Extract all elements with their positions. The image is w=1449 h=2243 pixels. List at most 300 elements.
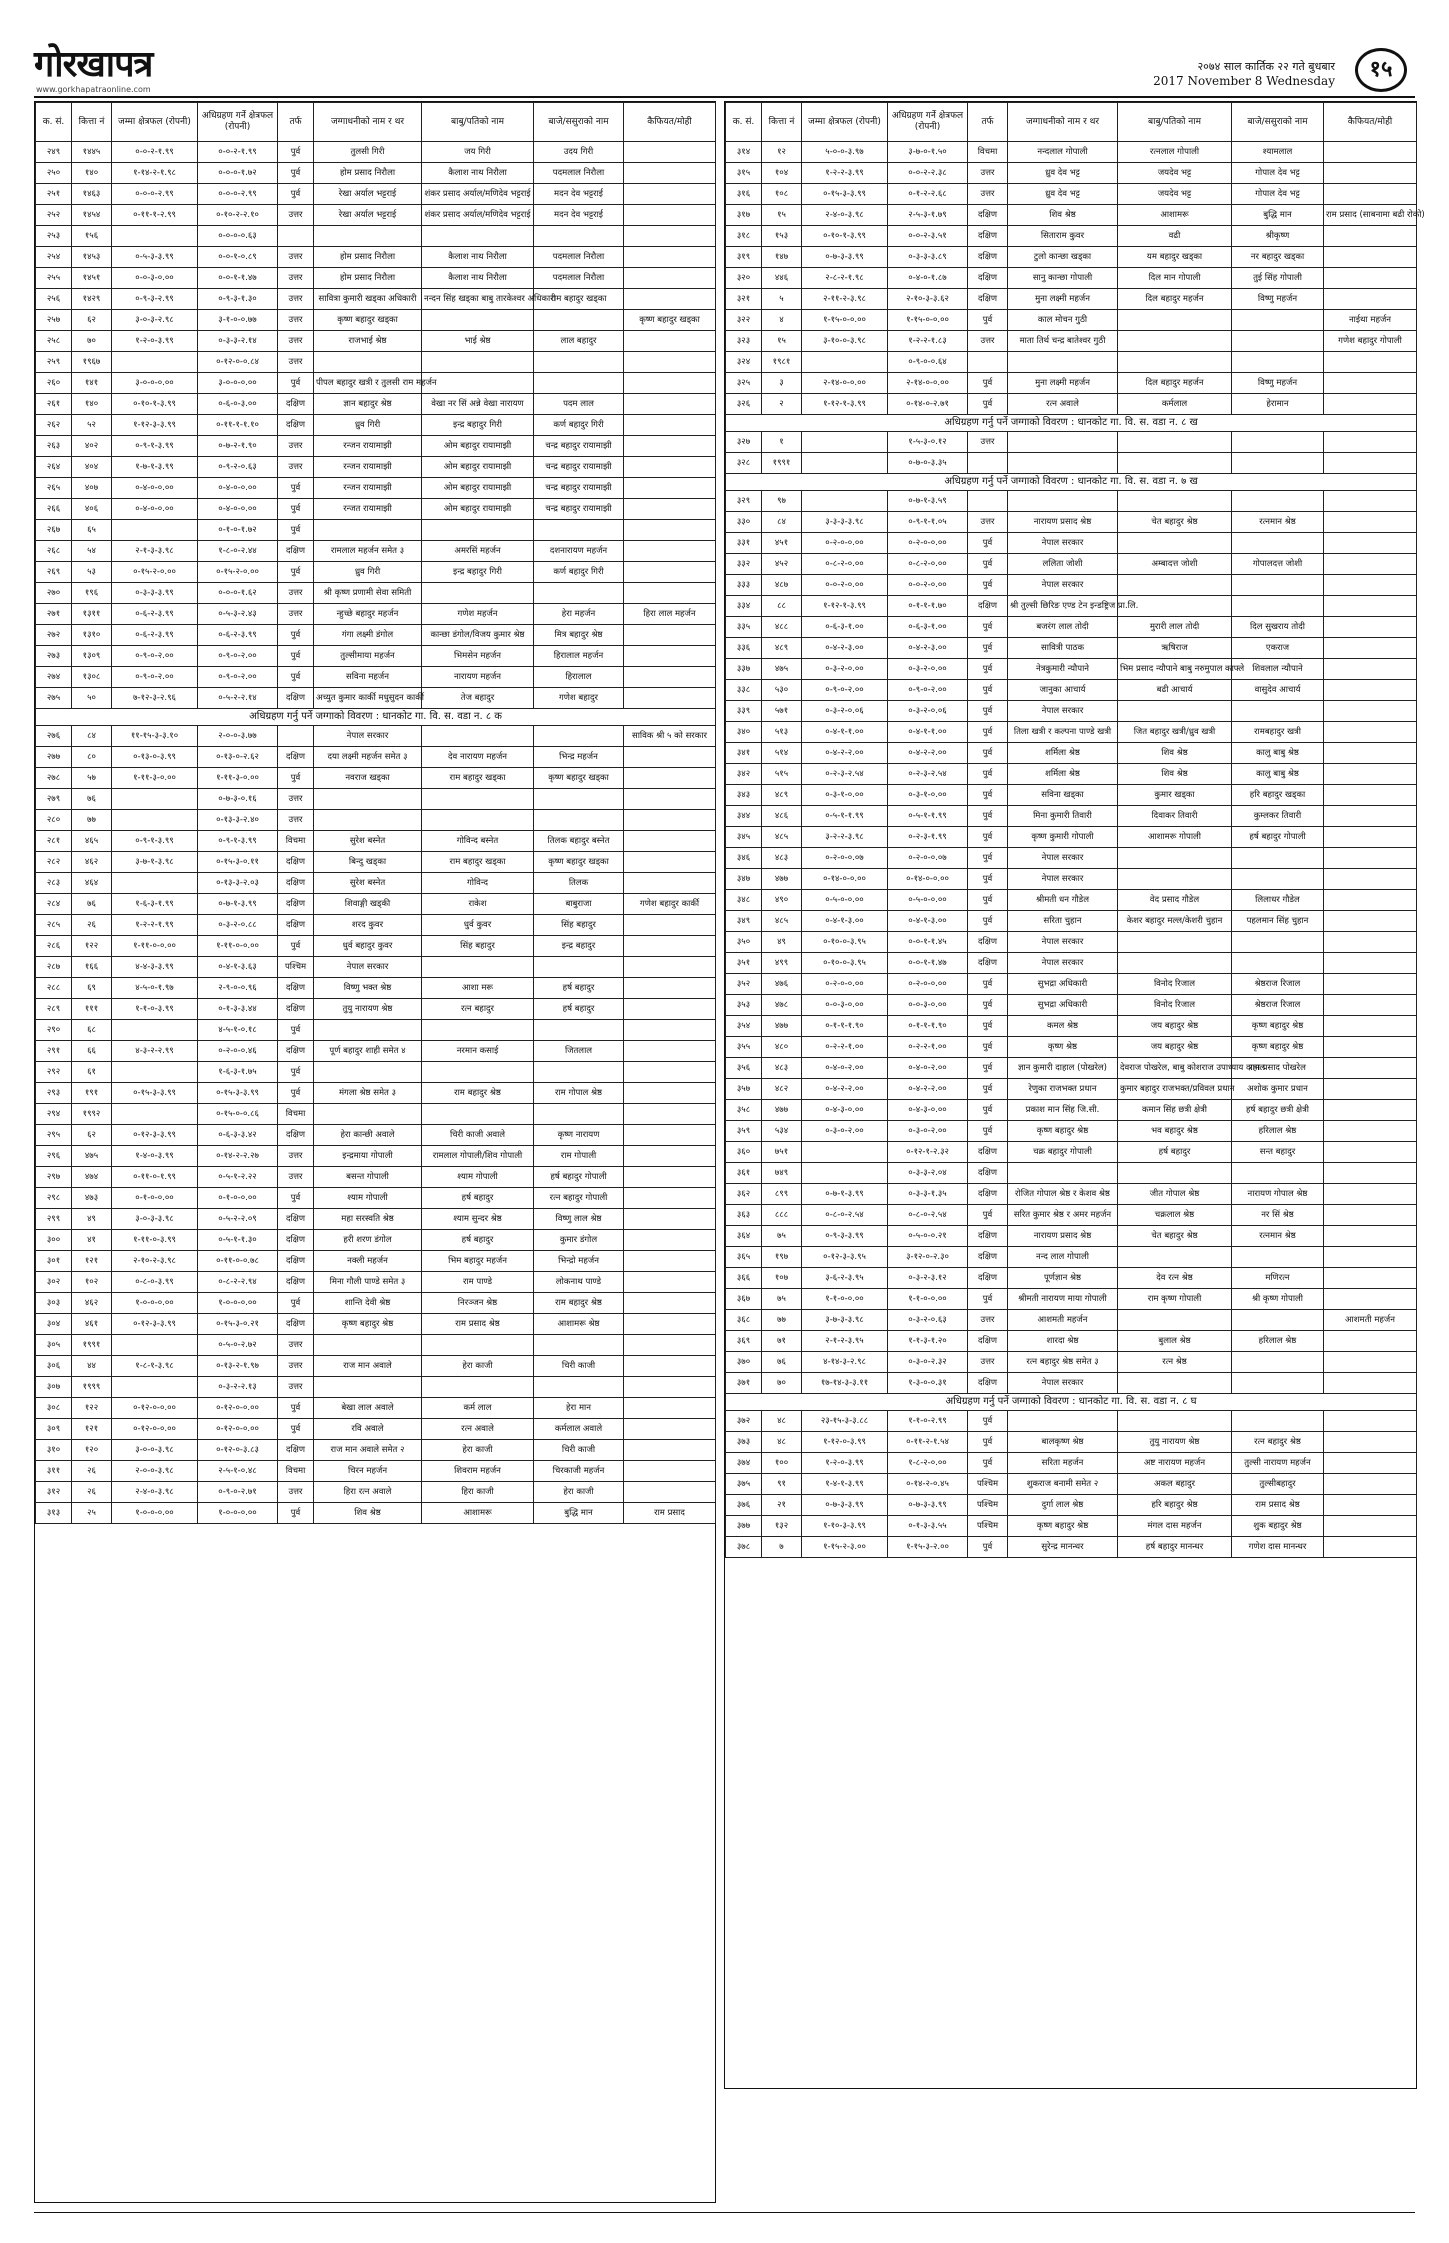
owner-name-cell: तुयु नारायण श्रेष्ठ bbox=[314, 999, 422, 1020]
owner-name-cell: जानुका आचार्य bbox=[1008, 680, 1118, 701]
father-name-cell: कैलाश नाथ निरौला bbox=[422, 247, 534, 268]
remarks-cell bbox=[1324, 352, 1417, 373]
owner-name-cell: ललिता जोशी bbox=[1008, 554, 1118, 575]
father-name-cell bbox=[1118, 869, 1232, 890]
acquired-area-cell: ०-४-२-२.०० bbox=[888, 743, 968, 764]
table-row bbox=[36, 1083, 716, 1104]
total-area-cell bbox=[112, 1377, 198, 1398]
grandfather-name-cell: श्यामलाल bbox=[1232, 142, 1324, 163]
direction-cell: पुर्व bbox=[278, 373, 314, 394]
grandfather-name-cell bbox=[534, 373, 624, 394]
acquired-area-cell: ०-५-१-२.२२ bbox=[198, 1167, 278, 1188]
direction-cell: पुर्व bbox=[968, 1079, 1008, 1100]
grandfather-name-cell: गोपाल देव भट्ट bbox=[1232, 163, 1324, 184]
acquired-area-cell: ०-०-२-१.९९ bbox=[198, 142, 278, 163]
acquired-area-cell: ०-३-०-२.३२ bbox=[888, 1352, 968, 1373]
serial-cell: ३११ bbox=[36, 1461, 72, 1482]
remarks-cell bbox=[624, 352, 716, 373]
owner-name-cell: कृष्ण श्रेष्ठ bbox=[1008, 1037, 1118, 1058]
plot-no-cell: ४०२ bbox=[72, 436, 112, 457]
remarks-cell bbox=[1324, 953, 1417, 974]
father-name-cell: भिम बहादुर महर्जन bbox=[422, 1251, 534, 1272]
direction-cell: दक्षिण bbox=[968, 953, 1008, 974]
owner-name-cell: शुकराज बनामी समेत २ bbox=[1008, 1474, 1118, 1495]
remarks-cell bbox=[624, 331, 716, 352]
plot-no-cell: ४९९ bbox=[762, 953, 802, 974]
table-row bbox=[726, 680, 1417, 701]
direction-cell: दक्षिण bbox=[278, 747, 314, 768]
table-row bbox=[36, 894, 716, 915]
table-row bbox=[36, 436, 716, 457]
table-row bbox=[36, 289, 716, 310]
owner-name-cell: नेपाल सरकार bbox=[314, 957, 422, 978]
father-name-cell bbox=[422, 957, 534, 978]
total-area-cell: ४-५-०-१.९७ bbox=[112, 978, 198, 999]
plot-no-cell: ४८९ bbox=[762, 638, 802, 659]
acquired-area-cell: ०-९-०-०.६४ bbox=[888, 352, 968, 373]
direction-cell: पश्चिम bbox=[968, 1474, 1008, 1495]
remarks-cell bbox=[1324, 722, 1417, 743]
remarks-cell bbox=[1324, 1226, 1417, 1247]
owner-name-cell: सुरेश बस्नेत bbox=[314, 873, 422, 894]
father-name-cell: बुलाल श्रेष्ठ bbox=[1118, 1331, 1232, 1352]
remarks-cell bbox=[1324, 1205, 1417, 1226]
owner-name-cell bbox=[314, 810, 422, 831]
serial-cell: २५४ bbox=[36, 247, 72, 268]
total-area-cell bbox=[112, 789, 198, 810]
total-area-cell: ०-१५-२-०.०० bbox=[112, 562, 198, 583]
acquired-area-cell: ०-३-०-२.०० bbox=[888, 1121, 968, 1142]
remarks-cell bbox=[624, 1461, 716, 1482]
remarks-cell bbox=[624, 268, 716, 289]
total-area-cell: ४-४-३-३.९९ bbox=[112, 957, 198, 978]
owner-name-cell: रन्जन रायामाझी bbox=[314, 457, 422, 478]
plot-no-cell: ६५ bbox=[72, 520, 112, 541]
right-column bbox=[724, 101, 1425, 2089]
direction-cell: पुर्व bbox=[968, 1016, 1008, 1037]
acquired-area-cell: ०-७-०-३.३५ bbox=[888, 453, 968, 474]
direction-cell: पुर्व bbox=[968, 1100, 1008, 1121]
father-name-cell: धुर्व कुवर bbox=[422, 915, 534, 936]
owner-name-cell: नारायण प्रसाद श्रेष्ठ bbox=[1008, 1226, 1118, 1247]
grandfather-name-cell: कृष्ण बहादुर श्रेष्ठ bbox=[1232, 1037, 1324, 1058]
serial-cell: २६५ bbox=[36, 478, 72, 499]
grandfather-name-cell: चन्द्र बहादुर रायामाझी bbox=[534, 457, 624, 478]
grandfather-name-cell: राम गोपाली bbox=[534, 1146, 624, 1167]
total-area-cell: ०-०-२-०.०० bbox=[802, 575, 888, 596]
table-row bbox=[36, 310, 716, 331]
grandfather-name-cell: भिन्द्रो महर्जन bbox=[534, 1251, 624, 1272]
table-row bbox=[726, 1289, 1417, 1310]
total-area-cell: १-१-०-३.९९ bbox=[112, 999, 198, 1020]
grandfather-name-cell: मणिरत्न bbox=[1232, 1268, 1324, 1289]
father-name-cell: हर्ष बहादुर bbox=[422, 1230, 534, 1251]
owner-name-cell: पूर्णज्ञान श्रेष्ठ bbox=[1008, 1268, 1118, 1289]
direction-cell: दक्षिण bbox=[278, 894, 314, 915]
owner-name-cell: बेखा लाल अवाले bbox=[314, 1398, 422, 1419]
direction-cell: पुर्व bbox=[968, 680, 1008, 701]
acquired-area-cell: ०-५-०-०.२१ bbox=[888, 1226, 968, 1247]
acquired-area-cell: ०-१५-३-०.२१ bbox=[198, 1314, 278, 1335]
father-name-cell: देवराज पोखरेल, बाबु कोशराज उपाध्याय दाहाल bbox=[1118, 1058, 1232, 1079]
table-row bbox=[36, 1419, 716, 1440]
acquired-area-cell: २-०-०-३.७७ bbox=[198, 726, 278, 747]
grandfather-name-cell: उदय गिरी bbox=[534, 142, 624, 163]
father-name-cell: हर्ष बहादुर मानन्धर bbox=[1118, 1537, 1232, 1558]
table-row bbox=[36, 999, 716, 1020]
plot-no-cell: १४५३ bbox=[72, 247, 112, 268]
acquired-area-cell: ०-८-०-२.५४ bbox=[888, 1205, 968, 1226]
serial-cell: ३२२ bbox=[726, 310, 762, 331]
table-row bbox=[36, 852, 716, 873]
father-name-cell: शंकर प्रसाद अर्याल/मणिदेव भट्टराई bbox=[422, 205, 534, 226]
remarks-cell bbox=[1324, 142, 1417, 163]
table-row bbox=[726, 533, 1417, 554]
owner-name-cell: बिन्दु खड्का bbox=[314, 852, 422, 873]
grandfather-name-cell bbox=[1232, 310, 1324, 331]
plot-no-cell: ४०६ bbox=[72, 499, 112, 520]
plot-no-cell: ५० bbox=[72, 688, 112, 709]
acquired-area-cell: ०-४-२-२.०० bbox=[888, 1079, 968, 1100]
grandfather-name-cell: रत्न बहादुर गोपाली bbox=[534, 1188, 624, 1209]
serial-cell: २७५ bbox=[36, 688, 72, 709]
direction-cell: दक्षिण bbox=[278, 873, 314, 894]
total-area-cell: ०-६-३-१.०० bbox=[802, 617, 888, 638]
total-area-cell: २-०-०-३.९८ bbox=[112, 1461, 198, 1482]
serial-cell: ३२४ bbox=[726, 352, 762, 373]
total-area-cell: ०-४-०-०.०० bbox=[112, 478, 198, 499]
serial-cell: २४९ bbox=[36, 142, 72, 163]
grandfather-name-cell bbox=[1232, 1310, 1324, 1331]
table-row bbox=[726, 1121, 1417, 1142]
grandfather-name-cell bbox=[1232, 1373, 1324, 1394]
total-area-cell: ०-५-०-०.०० bbox=[802, 890, 888, 911]
plot-no-cell: १५ bbox=[762, 331, 802, 352]
total-area-cell: ०-२-०-०.०० bbox=[802, 974, 888, 995]
serial-cell: ३०९ bbox=[36, 1419, 72, 1440]
column-header: क. सं. bbox=[36, 103, 72, 142]
total-area-cell: ०-१२-०-०.०० bbox=[112, 1398, 198, 1419]
owner-name-cell: सिताराम कुवर bbox=[1008, 226, 1118, 247]
serial-cell: २६२ bbox=[36, 415, 72, 436]
serial-cell: ३६५ bbox=[726, 1247, 762, 1268]
owner-name-cell: काल मोचन गुठी bbox=[1008, 310, 1118, 331]
remarks-cell bbox=[624, 957, 716, 978]
grandfather-name-cell: चिरी काजी bbox=[534, 1356, 624, 1377]
grandfather-name-cell bbox=[1232, 932, 1324, 953]
serial-cell: ३६८ bbox=[726, 1310, 762, 1331]
acquired-area-cell: १-०-०-०.०० bbox=[198, 1293, 278, 1314]
father-name-cell bbox=[1118, 575, 1232, 596]
remarks-cell bbox=[624, 1482, 716, 1503]
column-header: बाजे/ससुराको नाम bbox=[534, 103, 624, 142]
remarks-cell bbox=[624, 688, 716, 709]
acquired-area-cell: ०-९-०-२.०० bbox=[198, 646, 278, 667]
table-row bbox=[726, 995, 1417, 1016]
serial-cell: २८१ bbox=[36, 831, 72, 852]
direction-cell: दक्षिण bbox=[968, 268, 1008, 289]
remarks-cell bbox=[624, 415, 716, 436]
direction-cell: दक्षिण bbox=[968, 1226, 1008, 1247]
acquired-area-cell: ०-७-३-०.१६ bbox=[198, 789, 278, 810]
remarks-cell bbox=[1324, 1411, 1417, 1432]
remarks-cell bbox=[1324, 659, 1417, 680]
grandfather-name-cell bbox=[1232, 491, 1324, 512]
total-area-cell: १-७-१-३.९९ bbox=[112, 457, 198, 478]
remarks-cell bbox=[624, 1230, 716, 1251]
acquired-area-cell: १-१५-०-०.०० bbox=[888, 310, 968, 331]
direction-cell: उत्तर bbox=[278, 310, 314, 331]
total-area-cell bbox=[112, 873, 198, 894]
grandfather-name-cell: लोकनाथ पाण्डे bbox=[534, 1272, 624, 1293]
table-row bbox=[726, 848, 1417, 869]
acquired-area-cell: १-५-३-०.१२ bbox=[888, 432, 968, 453]
masthead bbox=[34, 44, 1415, 94]
serial-cell: ३३२ bbox=[726, 554, 762, 575]
remarks-cell bbox=[1324, 680, 1417, 701]
owner-name-cell: चिरन महर्जन bbox=[314, 1461, 422, 1482]
table-row bbox=[36, 1482, 716, 1503]
grandfather-name-cell: हर्ष बहादुर bbox=[534, 999, 624, 1020]
plot-no-cell: ८९९ bbox=[762, 1184, 802, 1205]
serial-cell: ३३९ bbox=[726, 701, 762, 722]
owner-name-cell: शिव श्रेष्ठ bbox=[314, 1503, 422, 1524]
grandfather-name-cell: हिरालाल महर्जन bbox=[534, 646, 624, 667]
grandfather-name-cell: श्रेष्ठराज रिजाल bbox=[1232, 974, 1324, 995]
direction-cell: उत्तर bbox=[278, 1146, 314, 1167]
grandfather-name-cell: श्री कृष्ण गोपाली bbox=[1232, 1289, 1324, 1310]
serial-cell: २६१ bbox=[36, 394, 72, 415]
remarks-cell bbox=[1324, 268, 1417, 289]
acquired-area-cell: १-११-०-०.०० bbox=[198, 936, 278, 957]
acquired-area-cell: १-०-०-०.०० bbox=[198, 1503, 278, 1524]
acquired-area-cell: १-३-०-०.३१ bbox=[888, 1373, 968, 1394]
owner-name-cell bbox=[314, 1335, 422, 1356]
father-name-cell: दिल बहादुर महर्जन bbox=[1118, 373, 1232, 394]
father-name-cell: शिव श्रेष्ठ bbox=[1118, 764, 1232, 785]
table-row bbox=[726, 890, 1417, 911]
remarks-cell bbox=[624, 1251, 716, 1272]
direction-cell: पुर्व bbox=[968, 1289, 1008, 1310]
father-name-cell: कर्म लाल bbox=[422, 1398, 534, 1419]
direction-cell: पुर्व bbox=[968, 911, 1008, 932]
owner-name-cell: मिना गौली पाण्डे समेत ३ bbox=[314, 1272, 422, 1293]
serial-cell: ३३४ bbox=[726, 596, 762, 617]
total-area-cell: २-१-२-३.९५ bbox=[802, 1331, 888, 1352]
remarks-cell bbox=[624, 1041, 716, 1062]
remarks-cell bbox=[624, 646, 716, 667]
grandfather-name-cell: विष्णु महर्जन bbox=[1232, 289, 1324, 310]
grandfather-name-cell: कृष्ण बहादुर श्रेष्ठ bbox=[1232, 1016, 1324, 1037]
remarks-cell bbox=[1324, 226, 1417, 247]
total-area-cell: ०-७-३-३.९९ bbox=[802, 1495, 888, 1516]
plot-no-cell: ४६१ bbox=[72, 1314, 112, 1335]
table-row bbox=[36, 1440, 716, 1461]
grandfather-name-cell bbox=[534, 352, 624, 373]
table-row bbox=[36, 520, 716, 541]
direction-cell: पुर्व bbox=[278, 936, 314, 957]
father-name-cell: हर्ष बहादुर bbox=[1118, 1142, 1232, 1163]
owner-name-cell: ध्रुव देव भट्ट bbox=[1008, 184, 1118, 205]
owner-name-cell: राज मान अवाले bbox=[314, 1356, 422, 1377]
grandfather-name-cell: गोपालदत्त जोशी bbox=[1232, 554, 1324, 575]
grandfather-name-cell: मदन देव भट्टराई bbox=[534, 184, 624, 205]
direction-cell: पुर्व bbox=[968, 1432, 1008, 1453]
remarks-cell bbox=[624, 478, 716, 499]
dateline bbox=[1153, 60, 1335, 88]
direction-cell: पश्चिम bbox=[968, 1495, 1008, 1516]
acquired-area-cell: ०-९-३-१.३० bbox=[198, 289, 278, 310]
remarks-cell bbox=[1324, 1453, 1417, 1474]
acquired-area-cell: ०-७-१-३.५९ bbox=[888, 491, 968, 512]
table-row bbox=[726, 827, 1417, 848]
serial-cell: २५६ bbox=[36, 289, 72, 310]
total-area-cell: ०-३-०-२.०० bbox=[802, 1121, 888, 1142]
total-area-cell: १-११-०-०.०० bbox=[112, 936, 198, 957]
grandfather-name-cell: चन्द्र बहादुर रायामाझी bbox=[534, 499, 624, 520]
direction-cell: पुर्व bbox=[278, 625, 314, 646]
remarks-cell bbox=[1324, 764, 1417, 785]
acquired-area-cell: ०-२-०-०.०७ bbox=[888, 848, 968, 869]
column-header: जग्गाधनीको नाम र थर bbox=[1008, 103, 1118, 142]
plot-no-cell: ४७६ bbox=[762, 974, 802, 995]
serial-cell: ३७१ bbox=[726, 1373, 762, 1394]
owner-name-cell: हिरा रत्न अवाले bbox=[314, 1482, 422, 1503]
column-header: तर्फ bbox=[968, 103, 1008, 142]
grandfather-name-cell: बुद्धि मान bbox=[1232, 205, 1324, 226]
direction-cell: पुर्व bbox=[278, 520, 314, 541]
total-area-cell: ०-९-०-२.०० bbox=[112, 667, 198, 688]
acquired-area-cell: ०-०-०-०.६३ bbox=[198, 226, 278, 247]
direction-cell: पुर्व bbox=[278, 1188, 314, 1209]
direction-cell: दक्षिण bbox=[278, 1440, 314, 1461]
grandfather-name-cell: रत्न बहादुर श्रेष्ठ bbox=[1232, 1432, 1324, 1453]
total-area-cell: १-८-१-३.९८ bbox=[112, 1356, 198, 1377]
grandfather-name-cell: श्रेष्ठराज रिजाल bbox=[1232, 995, 1324, 1016]
acquired-area-cell: ०-४-१-३.६३ bbox=[198, 957, 278, 978]
total-area-cell: ३-२-२-३.९८ bbox=[802, 827, 888, 848]
serial-cell: ३४१ bbox=[726, 743, 762, 764]
total-area-cell: ३-३-३-३.९८ bbox=[802, 512, 888, 533]
father-name-cell bbox=[422, 520, 534, 541]
father-name-cell: चिरी काजी अवाले bbox=[422, 1125, 534, 1146]
total-area-cell: ४-३-२-२.९९ bbox=[112, 1041, 198, 1062]
direction-cell: पुर्व bbox=[278, 768, 314, 789]
grandfather-name-cell bbox=[1232, 1163, 1324, 1184]
plot-no-cell: ४९ bbox=[762, 932, 802, 953]
remarks-cell bbox=[1324, 1058, 1417, 1079]
serial-cell: ३०६ bbox=[36, 1356, 72, 1377]
total-area-cell: ०-४-२-२.०० bbox=[802, 1079, 888, 1100]
remarks-cell bbox=[624, 1104, 716, 1125]
direction-cell: दक्षिण bbox=[968, 1268, 1008, 1289]
grandfather-name-cell bbox=[534, 583, 624, 604]
column-header: कैफियत/मोही bbox=[624, 103, 716, 142]
table-row bbox=[36, 1209, 716, 1230]
remarks-cell bbox=[624, 205, 716, 226]
direction-cell: दक्षिण bbox=[278, 688, 314, 709]
father-name-cell: भाई श्रेष्ठ bbox=[422, 331, 534, 352]
remarks-cell bbox=[1324, 1352, 1417, 1373]
serial-cell: २७४ bbox=[36, 667, 72, 688]
acquired-area-cell: ०-०-३-०.०० bbox=[888, 995, 968, 1016]
father-name-cell: इन्द्र बहादुर गिरी bbox=[422, 415, 534, 436]
plot-no-cell: ४८ bbox=[762, 1432, 802, 1453]
plot-no-cell: १४२९ bbox=[72, 289, 112, 310]
grandfather-name-cell: पदम लाल bbox=[534, 394, 624, 415]
serial-cell: ३१२ bbox=[36, 1482, 72, 1503]
plot-no-cell: २६ bbox=[72, 1461, 112, 1482]
father-name-cell bbox=[422, 789, 534, 810]
table-row bbox=[36, 1356, 716, 1377]
serial-cell: ३५२ bbox=[726, 974, 762, 995]
serial-cell: ३३६ bbox=[726, 638, 762, 659]
remarks-cell bbox=[1324, 1495, 1417, 1516]
remarks-cell bbox=[624, 1188, 716, 1209]
remarks-cell bbox=[624, 936, 716, 957]
remarks-cell bbox=[1324, 743, 1417, 764]
total-area-cell: ३-७-३-३.९८ bbox=[802, 1310, 888, 1331]
direction-cell: दक्षिण bbox=[968, 1373, 1008, 1394]
remarks-cell bbox=[1324, 575, 1417, 596]
plot-no-cell: १४४५ bbox=[72, 142, 112, 163]
plot-no-cell: १४० bbox=[72, 394, 112, 415]
plot-no-cell: ४७७ bbox=[762, 1016, 802, 1037]
table-row bbox=[726, 1453, 1417, 1474]
serial-cell: २९० bbox=[36, 1020, 72, 1041]
acquired-area-cell: ०-९-१-१.०५ bbox=[888, 512, 968, 533]
section-heading-row bbox=[36, 709, 716, 726]
total-area-cell: १-११-०-३.९९ bbox=[112, 1230, 198, 1251]
plot-no-cell: १९९९ bbox=[72, 1377, 112, 1398]
remarks-cell bbox=[624, 852, 716, 873]
father-name-cell: नन्दन सिंह खड्का बाबु तारकेश्वर अधिकारी bbox=[422, 289, 534, 310]
total-area-cell: १-४-०-३.९९ bbox=[112, 1146, 198, 1167]
owner-name-cell: राजभाई श्रेष्ठ bbox=[314, 331, 422, 352]
total-area-cell: १-१-०-०.०० bbox=[802, 1289, 888, 1310]
grandfather-name-cell bbox=[1232, 575, 1324, 596]
owner-name-cell: प्रकाश मान सिंह जि.सी. bbox=[1008, 1100, 1118, 1121]
owner-name-cell: कृष्ण बहादुर श्रेष्ठ bbox=[1008, 1516, 1118, 1537]
plot-no-cell: ५३४ bbox=[762, 1121, 802, 1142]
serial-cell: ३१८ bbox=[726, 226, 762, 247]
grandfather-name-cell: कर्ण बहादुर गिरी bbox=[534, 415, 624, 436]
direction-cell: दक्षिण bbox=[968, 596, 1008, 617]
serial-cell: ३३५ bbox=[726, 617, 762, 638]
total-area-cell: ०-०-३-०.०० bbox=[802, 995, 888, 1016]
acquired-area-cell: ०-९-०-२.७१ bbox=[198, 1482, 278, 1503]
serial-cell: २८३ bbox=[36, 873, 72, 894]
remarks-cell bbox=[624, 583, 716, 604]
acquired-area-cell: ०-६-०-३.०० bbox=[198, 394, 278, 415]
acquired-area-cell: २-१४-०-०.०० bbox=[888, 373, 968, 394]
acquired-area-cell: ०-६-३-३.४२ bbox=[198, 1125, 278, 1146]
remarks-cell bbox=[1324, 554, 1417, 575]
serial-cell: ३२१ bbox=[726, 289, 762, 310]
plot-no-cell: २ bbox=[762, 394, 802, 415]
plot-no-cell: ६८ bbox=[72, 1020, 112, 1041]
owner-name-cell: नेपाल सरकार bbox=[1008, 1373, 1118, 1394]
direction-cell: पुर्व bbox=[278, 478, 314, 499]
plot-no-cell: १२२ bbox=[72, 936, 112, 957]
acquired-area-cell: ०-१२-०-०.८४ bbox=[198, 352, 278, 373]
total-area-cell: ०-५-१-१.९९ bbox=[802, 806, 888, 827]
direction-cell: पुर्व bbox=[968, 533, 1008, 554]
newspaper-logo: गोरखापत्र bbox=[34, 43, 153, 85]
plot-no-cell: ४८२ bbox=[762, 1079, 802, 1100]
direction-cell: उत्तर bbox=[278, 810, 314, 831]
table-row bbox=[726, 617, 1417, 638]
